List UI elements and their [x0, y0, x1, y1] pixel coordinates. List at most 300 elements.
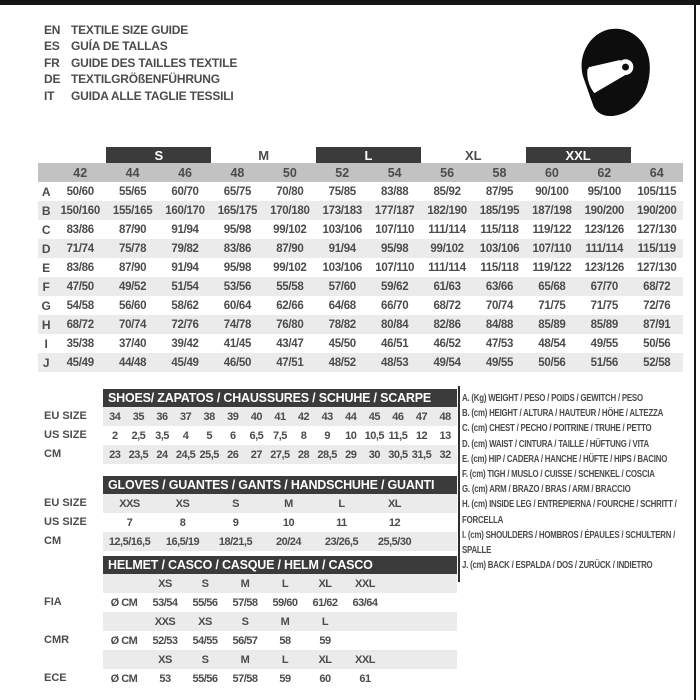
value-cell: 68/72: [433, 299, 461, 312]
value-cell: L: [305, 612, 345, 631]
value-cell: 83/88: [381, 185, 409, 198]
measure-row: [38, 182, 683, 201]
value-cell: 57/58: [232, 672, 258, 685]
section-row: [103, 426, 457, 445]
value-cell: 46/50: [211, 353, 263, 372]
value-cell: 30: [363, 445, 387, 464]
value-cell: L: [265, 650, 305, 669]
value-cell: 103/106: [322, 261, 362, 274]
value-cell: 48/53: [368, 353, 420, 372]
spacer-cell: [38, 163, 54, 182]
value-cell: 55/56: [192, 672, 218, 685]
size-cell: 42: [54, 163, 106, 182]
value-cell: XXL: [345, 574, 385, 593]
value-cell: 3,5: [155, 429, 169, 442]
value-cell: 28: [292, 445, 316, 464]
value-cell: 55/65: [118, 185, 147, 198]
size-group-cell: S: [106, 147, 211, 163]
row-letter: E: [42, 260, 50, 275]
value-cell: [385, 612, 457, 631]
value-cell: 160/170: [159, 201, 211, 220]
value-cell: 99/102: [273, 261, 307, 274]
shoes-title-bar: SHOES/ ZAPATOS / CHAUSSURES / SCHUHE / SCARPE: [103, 389, 457, 407]
value-cell: 91/94: [171, 261, 199, 274]
value-cell: 47: [410, 407, 434, 426]
value-cell: 78/82: [316, 315, 368, 334]
value-cell: 61/62: [312, 596, 338, 609]
value-cell: 79/82: [159, 239, 211, 258]
language-label: GUIDA ALLE TAGLIE TESSILI: [71, 88, 234, 103]
value-cell: 35: [127, 407, 151, 426]
row-label: ECE: [44, 672, 67, 684]
value-cell: 190/200: [578, 201, 630, 220]
value-cell: 37/40: [118, 337, 147, 350]
value-cell: XXL: [345, 650, 385, 669]
value-cell: 38: [197, 407, 221, 426]
value-cell: 57/58: [232, 596, 258, 609]
value-cell: 9: [232, 516, 239, 529]
value-cell: [421, 532, 457, 551]
value-cell: 95/100: [587, 185, 621, 198]
value-cell: 76/80: [264, 315, 316, 334]
measurement-legend: [462, 391, 695, 573]
language-row: [44, 38, 237, 54]
value-cell: 65/68: [526, 277, 578, 296]
right-border-line: [694, 0, 696, 700]
value-cell: 49/55: [473, 353, 525, 372]
diameter-unit-cell: [103, 650, 145, 669]
row-label: CMR: [44, 634, 70, 646]
value-cell: 47/51: [264, 353, 316, 372]
value-cell: 9: [324, 429, 330, 442]
value-cell: 115/119: [631, 239, 683, 258]
section-row: [103, 593, 457, 612]
value-cell: 11: [336, 516, 347, 529]
value-cell: 70/80: [276, 185, 304, 198]
value-cell: L: [265, 574, 305, 593]
size-cell: 58: [473, 163, 525, 182]
shoes-table: [103, 407, 457, 464]
size-group-cell: M: [258, 147, 270, 163]
section-row: [103, 631, 457, 650]
value-cell: XS: [156, 494, 209, 513]
value-cell: 60: [319, 672, 331, 685]
value-cell: 23,5: [127, 445, 151, 464]
value-cell: 182/190: [421, 201, 473, 220]
row-label: CM: [44, 535, 62, 547]
value-cell: 58/62: [171, 299, 199, 312]
value-cell: 50/60: [66, 185, 94, 198]
legend-item: C. (cm) CHEST / PECHO / POITRINE / TRUHE / PETTO: [462, 422, 652, 435]
row-letter: H: [38, 315, 54, 334]
gloves-table: [103, 494, 457, 551]
value-cell: 71/74: [54, 239, 106, 258]
size-cell: 50: [264, 163, 316, 182]
value-cell: 64/68: [328, 299, 356, 312]
value-cell: 12: [415, 429, 428, 442]
value-cell: 44: [339, 407, 363, 426]
value-cell: 39: [221, 407, 245, 426]
measure-row: [38, 239, 683, 258]
section-row: [103, 407, 457, 426]
value-cell: 49/55: [590, 337, 618, 350]
size-cell: 48: [211, 163, 263, 182]
value-cell: 95/98: [368, 239, 420, 258]
legend-item: A. (Kg) WEIGHT / PESO / POIDS / GEWITCH / PESO: [462, 392, 643, 404]
value-cell: 87/91: [631, 315, 683, 334]
value-cell: 43: [315, 407, 339, 426]
legend-item: F. (cm) TIGH / MUSLO / CUISSE / SCHENKEL / COSCIA: [462, 468, 655, 481]
value-cell: 27: [245, 445, 269, 464]
value-cell: 59: [279, 672, 291, 685]
value-cell: XS: [145, 650, 185, 669]
value-cell: 99/102: [421, 239, 473, 258]
value-cell: XXS: [145, 612, 185, 631]
value-cell: 8: [179, 516, 186, 529]
value-cell: 150/160: [54, 201, 106, 220]
legend-item: G. (cm) ARM / BRAZO / BRAS / ARM / BRACCIO: [462, 483, 631, 496]
size-cell: 54: [368, 163, 420, 182]
value-cell: 30,5: [386, 445, 410, 464]
value-cell: 41/45: [223, 337, 252, 350]
value-cell: 60/64: [223, 299, 252, 312]
size-group-cell: [38, 147, 106, 163]
measure-row: [38, 334, 683, 353]
value-cell: 24: [150, 445, 174, 464]
value-cell: 45: [363, 407, 387, 426]
value-cell: 123/126: [584, 223, 625, 236]
value-cell: [421, 513, 457, 532]
value-cell: 66/70: [381, 299, 409, 312]
measure-row: [38, 353, 683, 372]
value-cell: M: [225, 574, 265, 593]
value-cell: Ø CM: [110, 672, 138, 685]
value-cell: 83/86: [66, 223, 94, 236]
value-cell: 85/89: [578, 315, 630, 334]
value-cell: 87/90: [118, 261, 147, 274]
row-label: EU SIZE: [44, 497, 87, 509]
value-cell: 48/52: [316, 353, 368, 372]
section-row: [103, 669, 457, 688]
value-cell: 85/89: [526, 315, 578, 334]
value-cell: 54/55: [192, 634, 218, 647]
value-cell: 155/165: [106, 201, 158, 220]
row-letter: C: [41, 222, 51, 237]
size-group-cell: [631, 147, 683, 163]
value-cell: 23: [103, 445, 127, 464]
value-cell: 190/200: [631, 201, 683, 220]
value-cell: 56/57: [232, 634, 258, 647]
value-cell: 111/114: [428, 223, 466, 236]
value-cell: 115/118: [480, 223, 519, 236]
value-cell: 42: [292, 407, 316, 426]
value-cell: 49/54: [421, 353, 473, 372]
value-cell: XXS: [103, 494, 156, 513]
value-cell: 45/49: [54, 353, 106, 372]
language-code: IT: [44, 88, 55, 103]
measure-row: [38, 315, 683, 334]
section-row: [103, 445, 457, 464]
legend-item: I. (cm) SHOULDERS / HOMBROS / ÉPAULES / SCHULTERN / SPALLE: [462, 528, 676, 557]
value-cell: 12,5/16,5: [103, 532, 156, 551]
value-cell: S: [185, 650, 225, 669]
measure-row: [38, 258, 683, 277]
value-cell: 52/53: [152, 634, 178, 647]
value-cell: 43/47: [276, 337, 304, 350]
value-cell: 61/63: [421, 277, 473, 296]
value-cell: [385, 650, 457, 669]
value-cell: 27,5: [268, 445, 292, 464]
language-code: EN: [44, 23, 61, 37]
value-cell: 85/92: [433, 185, 461, 198]
value-cell: 59/62: [368, 277, 420, 296]
row-label: CM: [44, 448, 62, 460]
value-cell: 72/76: [643, 299, 671, 312]
value-cell: 68/72: [54, 315, 106, 334]
value-cell: 53/56: [211, 277, 263, 296]
value-cell: 48/54: [538, 337, 566, 350]
value-cell: 12: [388, 516, 401, 529]
value-cell: 51/56: [578, 353, 630, 372]
value-cell: XL: [305, 650, 345, 669]
language-label: GUÍA DE TALLAS: [71, 39, 168, 54]
value-cell: 45/50: [328, 337, 356, 350]
value-cell: 8: [300, 429, 307, 442]
value-cell: 31,5: [410, 445, 434, 464]
value-cell: 34: [103, 407, 127, 426]
value-cell: 35/38: [66, 337, 94, 350]
value-cell: M: [265, 612, 305, 631]
value-cell: 103/106: [473, 239, 525, 258]
value-cell: 60/70: [171, 185, 199, 198]
legend-item: J. (cm) BACK / ESPALDA / DOS / ZURÜCK / INDIETRO: [462, 559, 653, 572]
value-cell: 11,5: [388, 429, 408, 442]
value-cell: 63/66: [473, 277, 525, 296]
value-cell: 91/94: [171, 223, 199, 236]
value-cell: 119/122: [532, 261, 572, 274]
legend-divider-line: [458, 386, 460, 582]
value-cell: 61: [359, 672, 371, 685]
value-cell: 10: [282, 516, 295, 529]
value-cell: L: [315, 494, 368, 513]
value-cell: 111/114: [428, 261, 466, 274]
value-cell: 51/54: [159, 277, 211, 296]
value-cell: 16,5/19: [156, 532, 209, 551]
value-cell: 165/175: [211, 201, 263, 220]
language-row: [44, 55, 237, 71]
value-cell: 50/56: [526, 353, 578, 372]
value-cell: S: [185, 574, 225, 593]
diameter-unit-cell: [103, 612, 145, 631]
size-group-cell: XL: [464, 147, 482, 163]
value-cell: 107/110: [375, 223, 415, 236]
value-cell: 55/58: [264, 277, 316, 296]
value-cell: S: [225, 612, 265, 631]
size-cell: 52: [316, 163, 368, 182]
value-cell: 67/70: [578, 277, 630, 296]
value-cell: 99/102: [273, 223, 307, 236]
value-cell: 7: [126, 516, 133, 529]
value-cell: 63/64: [352, 596, 378, 609]
racing-helmet-icon: [577, 24, 655, 129]
main-size-table-body: [38, 182, 683, 372]
legend-item: B. (cm) HEIGHT / ALTURA / HAUTEUR / HÖHE / ALTEZZA: [462, 407, 664, 420]
value-cell: 74/78: [211, 315, 263, 334]
gloves-title-bar: GLOVES / GUANTES / GANTS / HANDSCHUHE / GUANTI: [103, 476, 457, 494]
value-cell: 47/53: [485, 337, 514, 350]
value-cell: 53/54: [152, 596, 178, 609]
legend-item: H. (cm) INSIDE LEG / ENTREPIERNA / FOURCHE / SCHRITT / FORCELLA: [462, 498, 677, 526]
value-cell: 65/75: [223, 185, 252, 198]
value-cell: 7,5: [273, 429, 287, 442]
value-cell: 187/198: [526, 201, 578, 220]
value-cell: [345, 631, 385, 650]
value-cell: XL: [368, 494, 421, 513]
value-cell: 115/118: [480, 261, 519, 274]
row-letter: J: [38, 353, 54, 372]
value-cell: S: [209, 494, 262, 513]
value-cell: 10,5: [364, 429, 385, 442]
language-label: GUIDE DES TAILLES TEXTILE: [71, 55, 238, 70]
value-cell: 39/42: [171, 337, 199, 350]
measure-row: [38, 277, 683, 296]
value-cell: 25,5: [197, 445, 221, 464]
row-label: EU SIZE: [44, 410, 87, 422]
section-row: [103, 574, 457, 593]
value-cell: 173/183: [316, 201, 368, 220]
value-cell: 111/114: [578, 239, 630, 258]
value-cell: XS: [185, 612, 225, 631]
section-row: [103, 650, 457, 669]
value-cell: 58: [279, 634, 291, 647]
language-list: [44, 22, 237, 104]
value-cell: 107/110: [526, 239, 578, 258]
row-letter: I: [44, 336, 48, 351]
measure-row: [38, 296, 683, 315]
diameter-unit-cell: [103, 574, 145, 593]
value-cell: 82/86: [421, 315, 473, 334]
size-cell: 46: [159, 163, 211, 182]
helmet-title-bar: HELMET / CASCO / CASQUE / HELM / CASCO: [103, 556, 457, 574]
value-cell: 57/60: [316, 277, 368, 296]
value-cell: 50/56: [643, 337, 671, 350]
value-cell: Ø CM: [110, 596, 138, 609]
measure-row: [38, 220, 683, 239]
value-cell: 47/50: [54, 277, 106, 296]
value-cell: 170/180: [264, 201, 316, 220]
size-group-cell: L: [316, 147, 421, 163]
value-cell: [385, 574, 457, 593]
value-cell: 52/58: [631, 353, 683, 372]
size-cell: 56: [421, 163, 473, 182]
value-cell: 5: [206, 429, 212, 442]
language-row: [44, 71, 237, 87]
main-size-table: [38, 147, 683, 372]
row-label: FIA: [44, 596, 62, 608]
value-cell: 46/52: [433, 337, 461, 350]
row-letter: F: [38, 277, 54, 296]
row-letter: B: [38, 201, 54, 220]
value-cell: 68/72: [631, 277, 683, 296]
value-cell: 75/85: [328, 185, 356, 198]
measure-row: [38, 201, 683, 220]
value-cell: 4: [182, 429, 189, 442]
section-row: [103, 532, 457, 551]
value-cell: 45/49: [159, 353, 211, 372]
value-cell: M: [262, 494, 315, 513]
value-cell: 44/48: [106, 353, 158, 372]
value-cell: 10: [345, 429, 357, 442]
value-cell: 49/52: [106, 277, 158, 296]
value-cell: 40: [245, 407, 269, 426]
section-row: [103, 494, 457, 513]
value-cell: 28,5: [315, 445, 339, 464]
value-cell: 46/51: [381, 337, 409, 350]
value-cell: 13: [439, 429, 451, 442]
value-cell: [421, 494, 457, 513]
section-row: [103, 612, 457, 631]
size-header-row: [38, 163, 683, 182]
value-cell: 80/84: [368, 315, 420, 334]
value-cell: 87/90: [118, 223, 147, 236]
value-cell: 103/106: [322, 223, 362, 236]
value-cell: 55/56: [192, 596, 218, 609]
value-cell: [385, 593, 457, 612]
value-cell: 127/130: [637, 261, 677, 274]
language-code: FR: [44, 55, 60, 70]
value-cell: 83/86: [66, 261, 94, 274]
value-cell: 185/195: [473, 201, 525, 220]
value-cell: 177/187: [368, 201, 420, 220]
row-label: US SIZE: [44, 429, 87, 441]
value-cell: [385, 669, 457, 688]
value-cell: 84/88: [473, 315, 525, 334]
language-code: ES: [44, 39, 60, 54]
row-letter: D: [38, 239, 54, 258]
value-cell: XS: [145, 574, 185, 593]
language-label: TEXTILGRÖßENFÜHRUNG: [71, 72, 220, 87]
size-group-cell: XXL: [526, 147, 631, 163]
value-cell: 2,5: [131, 429, 146, 442]
size-cell: 62: [578, 163, 630, 182]
value-cell: 20/24: [262, 532, 315, 551]
value-cell: 41: [268, 407, 292, 426]
value-cell: 87/90: [264, 239, 316, 258]
value-cell: 54/58: [66, 299, 94, 312]
value-cell: 36: [150, 407, 174, 426]
value-cell: 70/74: [106, 315, 158, 334]
value-cell: 72/76: [159, 315, 211, 334]
value-cell: 127/130: [637, 223, 677, 236]
language-code: DE: [44, 72, 61, 87]
value-cell: 123/126: [584, 261, 625, 274]
legend-item: D. (cm) WAIST / CINTURA / TAILLE / HÜFTUNG / VITA: [462, 437, 650, 450]
value-cell: 119/122: [532, 223, 572, 236]
value-cell: 90/100: [535, 185, 569, 198]
language-row: [44, 88, 237, 104]
row-label: US SIZE: [44, 516, 87, 528]
value-cell: 23/26,5: [315, 532, 368, 551]
value-cell: 56/60: [118, 299, 147, 312]
value-cell: 6,5: [249, 429, 264, 442]
value-cell: 32: [433, 445, 457, 464]
value-cell: 24,5: [174, 445, 198, 464]
value-cell: M: [225, 650, 265, 669]
value-cell: 59: [319, 634, 331, 647]
value-cell: 107/110: [375, 261, 415, 274]
value-cell: 87/95: [485, 185, 514, 198]
value-cell: 62/66: [276, 299, 304, 312]
